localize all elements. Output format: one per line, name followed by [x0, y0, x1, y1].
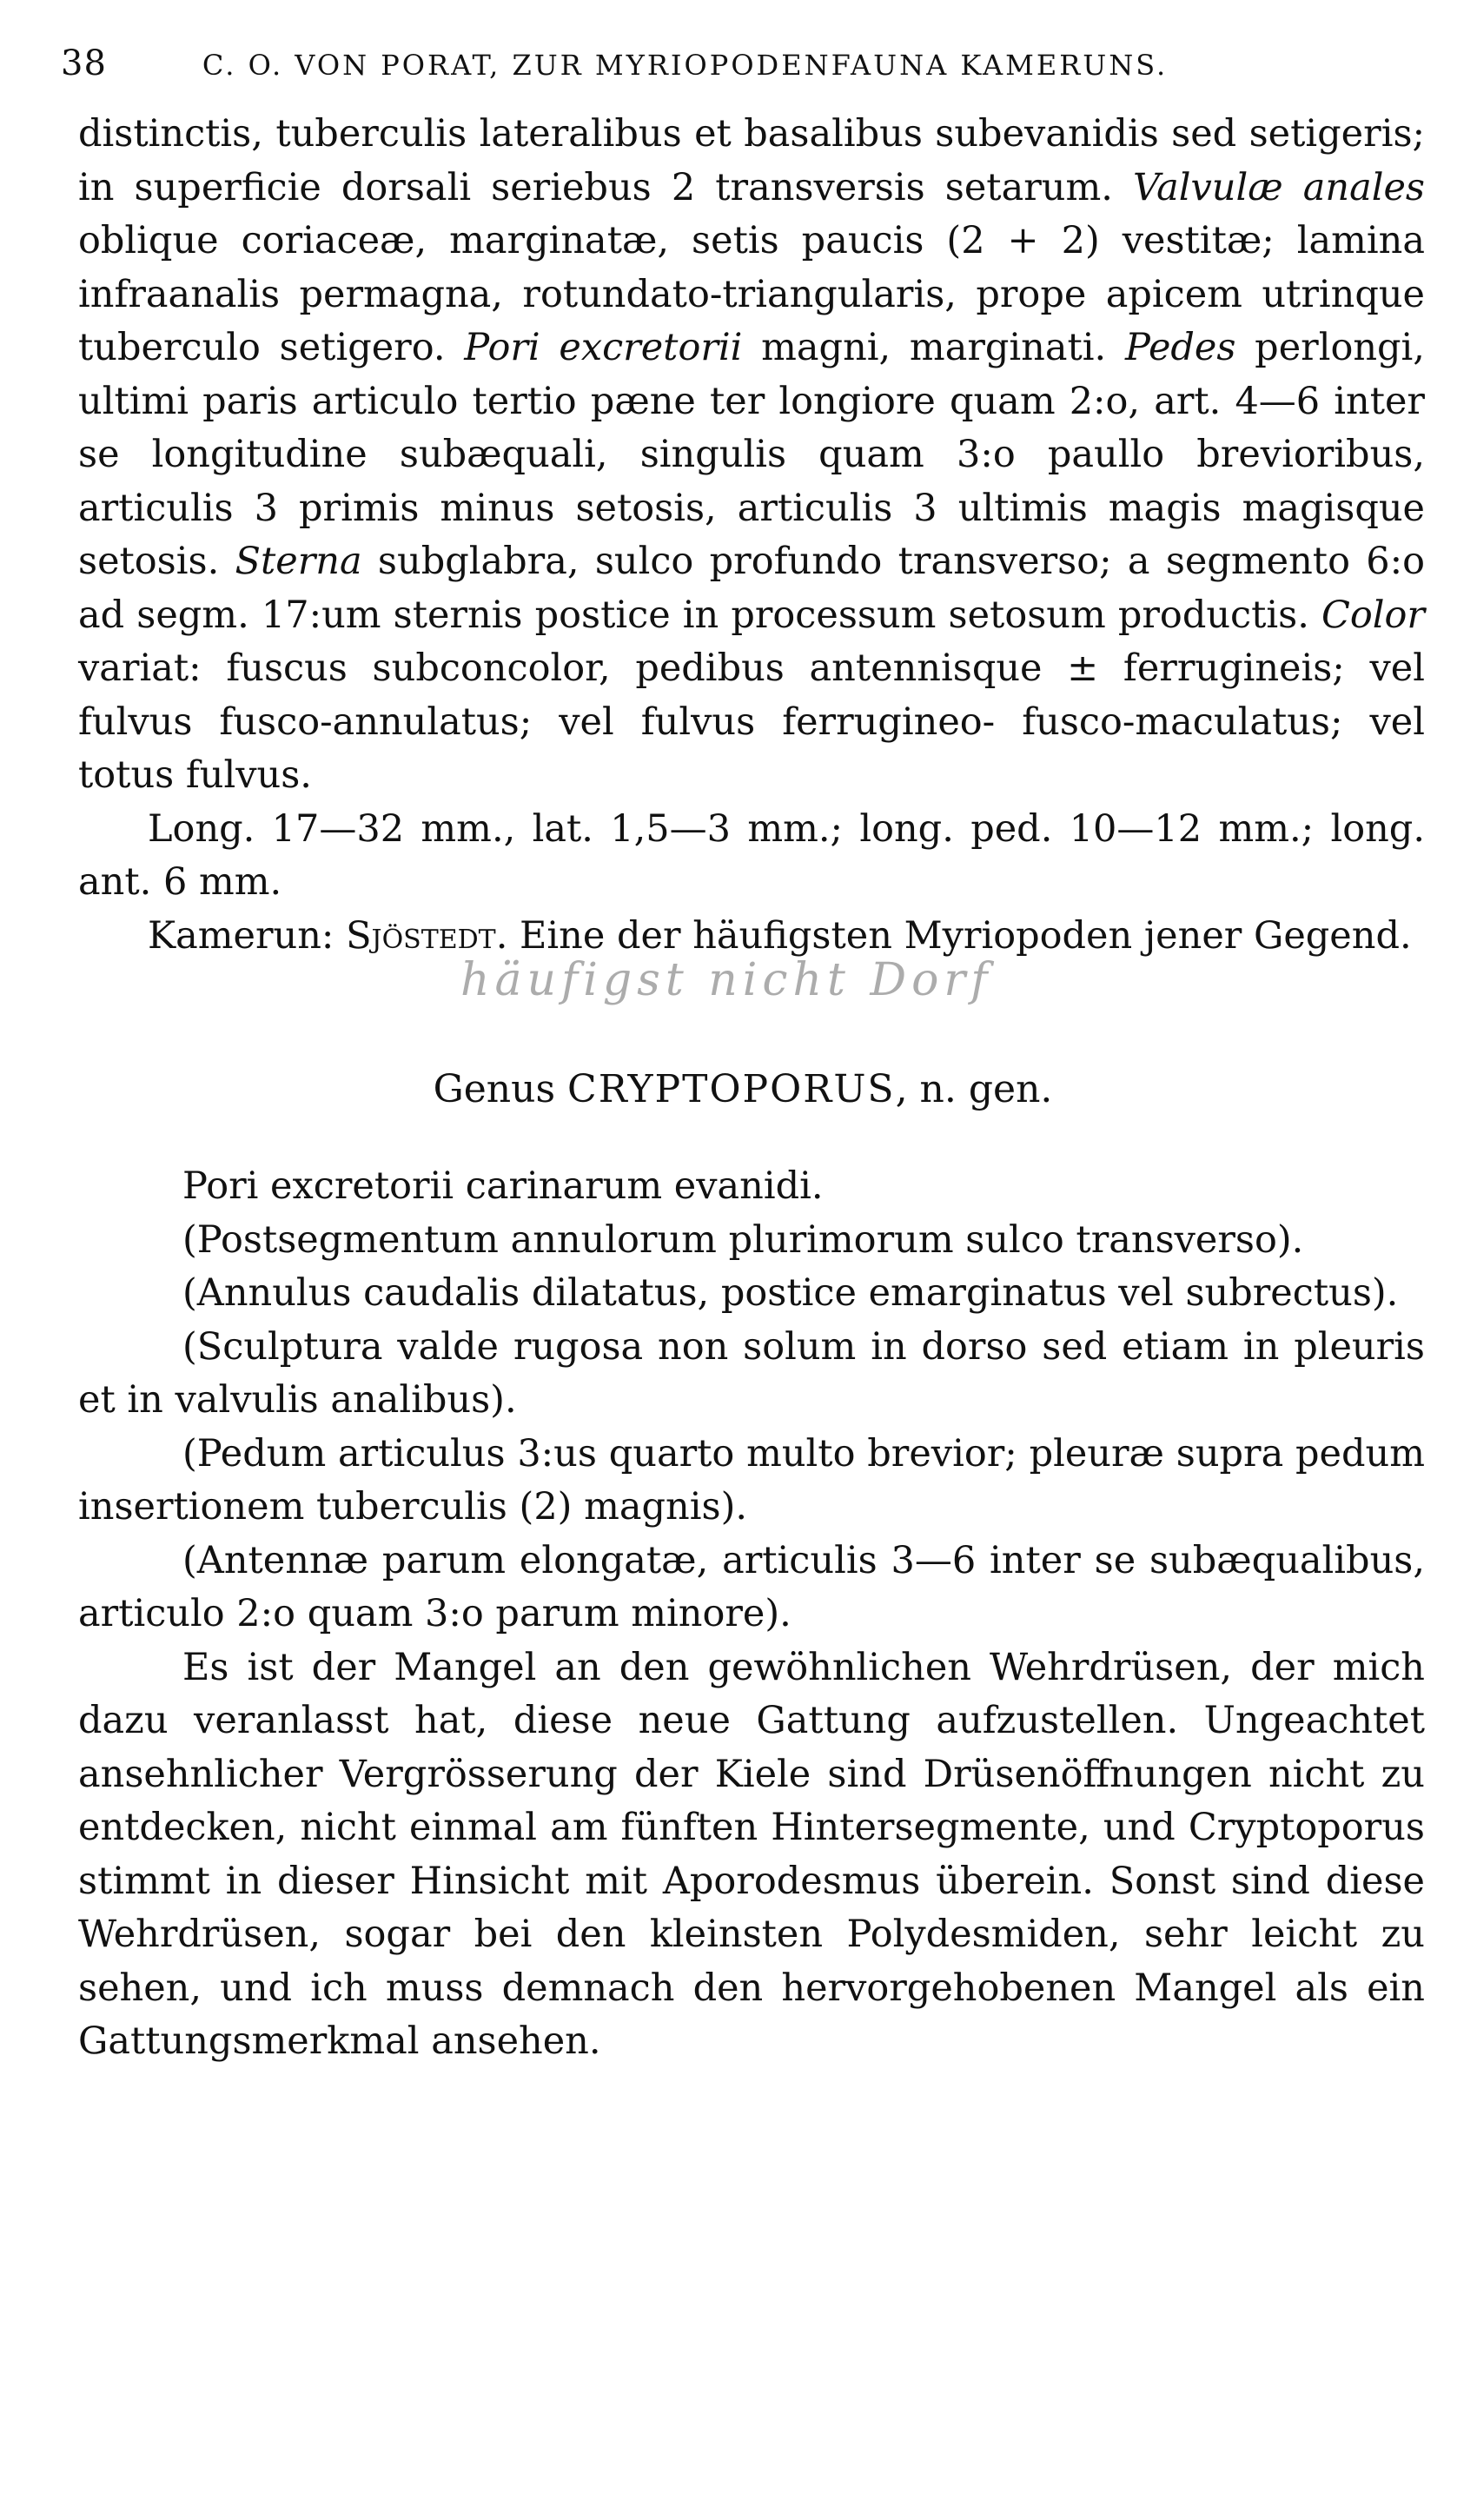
collector-name: Sjöstedt.	[346, 913, 508, 958]
text-run: perlongi, ultimi paris articulo tertio pæne ter longiore quam 2:o, art. 4—6 inter se longitudine subæquali, singulis quam 3:o paullo brevioribus, articulis 3 primis minus setosis, articulis 3 ultimis magis magisque setosis.	[78, 326, 1425, 583]
term-pedes: Pedes	[1124, 326, 1236, 369]
term-valvulae-anales: Valvulæ anales	[1133, 165, 1425, 209]
genus-heading	[52, 1067, 1434, 1111]
diagnosis-line: (Sculptura valde rugosa non solum in dorso sed etiam in pleuris et in valvulis analibus).	[78, 1324, 1425, 1422]
measurements: Long. 17—32 mm., lat. 1,5—3 mm.; long. ped. 10—12 mm.; long. ant. 6 mm.	[78, 806, 1425, 904]
text-run: distinctis, tuberculis lateralibus et basalibus subevanidis sed setigeris; in superficie dorsali seriebus 2 transversis setarum.	[78, 112, 1425, 209]
species-description	[78, 108, 1425, 963]
locality-note: Eine der häufigsten Myriopoden jener Gegend.	[507, 913, 1412, 958]
german-paragraph: Es ist der Mangel an den gewöhnlichen Wehrdrüsen, der mich dazu veranlasst hat, diese neue Gattung aufzustellen. Ungeachtet ansehnlicher Vergrösserung der Kiele sind Drüsenöffnungen nicht zu entdecken, nicht einmal am fünften Hintersegmente, und Cryptoporus stimmt in dieser Hinsicht mit Aporodesmus überein. Sonst sind diese Wehrdrüsen, sogar bei den kleinsten Polydesmiden, sehr leicht zu sehen, und ich muss demnach den hervorgehobenen Mangel als ein Gattungsmerkmal ansehen.	[78, 1645, 1425, 2063]
term-sterna: Sterna	[235, 540, 362, 583]
diagnosis-line: (Postsegmentum annulorum plurimorum sulco transverso).	[182, 1217, 1304, 1262]
text-run: variat: fuscus subconcolor, pedibus antennisque ± ferrugineis; vel fulvus fusco-annulatus; vel fulvus ferrugineo- fusco-maculatus; vel totus fulvus.	[78, 647, 1425, 797]
diagnosis-line: (Antennæ parum elongatæ, articulis 3—6 inter se subæqualibus, articulo 2:o quam 3:o parum minore).	[78, 1538, 1425, 1635]
text-run: subglabra, sulco profundo transverso; a segmento 6:o ad segm. 17:um sternis postice in processum setosum productis.	[78, 540, 1425, 637]
page-number: 38	[61, 43, 107, 83]
handwritten-note: häufigst nicht Dorf	[460, 954, 993, 1006]
page	[52, 43, 1434, 2069]
text-run: oblique coriaceæ, marginatæ, setis paucis (2 + 2) vestitæ; lamina infraanalis permagna, rotundato-triangularis, prope apicem utrinque tuberculo setigero.	[78, 219, 1425, 369]
genus-prefix: Genus	[433, 1067, 568, 1111]
genus-name: CRYPTOPORUS	[567, 1067, 896, 1111]
diagnosis-line: (Pedum articulus 3:us quarto multo brevior; pleuræ supra pedum insertionem tuberculis (2) magnis).	[78, 1431, 1425, 1529]
page-header	[52, 43, 1434, 83]
diagnosis-line: (Annulus caudalis dilatatus, postice emarginatus vel subrectus).	[182, 1271, 1399, 1315]
term-color: Color	[1321, 593, 1425, 637]
genus-suffix: , n. gen.	[895, 1067, 1053, 1111]
text-run: magni, marginati.	[742, 326, 1125, 369]
term-pori-excretorii: Pori excretorii	[464, 326, 743, 369]
running-title: C. O. VON PORAT, ZUR MYRIOPODENFAUNA KAMERUNS.	[202, 49, 1169, 82]
diagnosis-line: Pori excretorii carinarum evanidi.	[182, 1164, 824, 1208]
locality-prefix: Kamerun:	[148, 913, 347, 958]
genus-diagnosis	[78, 1160, 1425, 2069]
handwritten-annotation	[78, 954, 1425, 1032]
description-paragraph	[78, 108, 1425, 803]
